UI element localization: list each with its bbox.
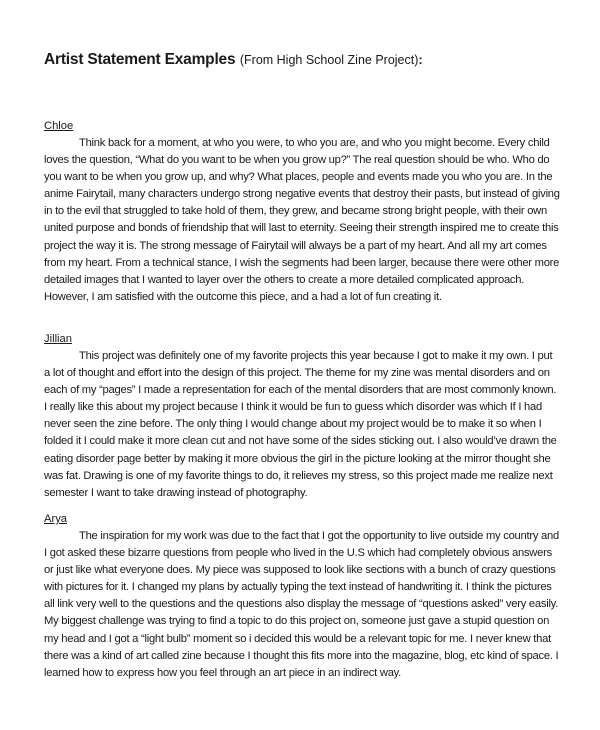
statement-arya	[44, 511, 560, 682]
title-subtitle: (From High School Zine Project)	[239, 53, 419, 67]
statement-chloe	[44, 118, 560, 306]
document-title	[44, 50, 564, 70]
title-colon: :	[418, 52, 423, 67]
statement-text: This project was definitely one of my favorite projects this year because I got to make it my own. I put a lot of thought and effort into the design of this project. The theme for my zine was mental disorders and on each of my “pages” I made a representation for each of the mental disorders that are most commonly known. I really like this about my project because I think it would be fun to guess which disorder was which If I had never seen the zine before. The only thing I would change about my project would be to make it so when I folded it I could make it more clean cut and not have some of the sides sticking out. I also would’ve drawn the eating disorder page better by making it more obvious the girl in the picture looking at the mirror thought she was fat. Drawing is one of my favorite things to do, it relieves my stress, so this project made me realize next semester I want to take drawing instead of photography.	[44, 350, 557, 499]
title-main: Artist Statement Examples	[44, 51, 236, 68]
statement-jillian	[44, 331, 560, 502]
statement-text: Think back for a moment, at who you were, to who you are, and who you might become. Every child loves the question, “What do you want to be when you grow up?” The real question should be who. Who do you want to be when you grow up, and why? What places, people and events made you who you are. In the anime Fairytail, many characters undergo strong negative events that destroy their pasts, but instead of giving in to the evil that struggled to take hold of them, they grew, and became strong bright people, with their own united purpose and bonds of friendship that will last to eternity. Seeing their strength inspired me to create this project the way it is. The strong message of Fairytail will always be a part of my heart. And all my art comes from my heart. From a technical stance, I wish the segments had been larger, because there were other more detailed images that I wanted to layer over the others to create a more detailed complicated approach. However, I am satisfied with the outcome this piece, and a had a lot of fun creating it.	[44, 137, 560, 303]
author-name: Chloe	[44, 120, 74, 132]
author-name: Arya	[44, 513, 68, 525]
statement-text: The inspiration for my work was due to the fact that I got the opportunity to live outside my country and I got asked these bizarre questions from people who lived in the U.S which had completely obvious answers or just like what everyone does. My piece was supposed to look like sections with a bunch of crazy questions with pictures for it. I changed my plans by actually typing the text instead of handwriting it. I think the pictures all link very well to the questions and the questions also display the message of “questions asked” very easily. My biggest challenge was trying to find a topic to do this project on, someone just gave a stupid question on my head and I got a “light bulb” moment so i decided this would be a relevant topic for me. I never knew that there was a kind of art called zine because I thought this fits more into the magazine, blog, etc kind of space. I learned how to express how you feel through an art piece in an indirect way.	[44, 530, 559, 679]
author-name: Jillian	[44, 333, 72, 345]
